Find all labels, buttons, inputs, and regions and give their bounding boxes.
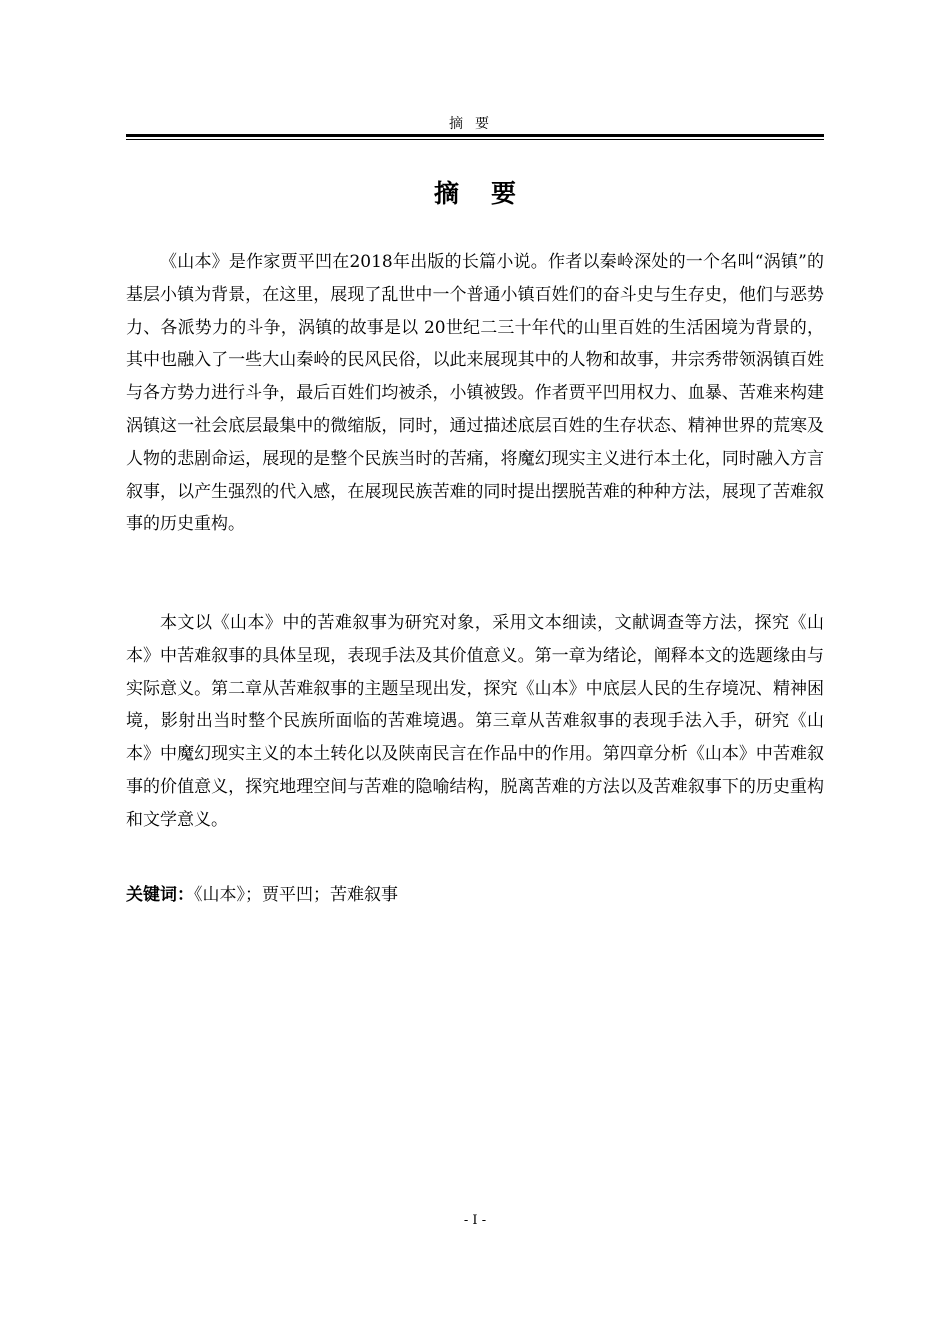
header-rule-thin [126,139,824,140]
keywords-line [126,879,824,911]
keywords-value: 《山本》；贾平凹；苦难叙事 [194,885,398,905]
abstract-paragraph-2: 本文以《山本》中的苦难叙事为研究对象，采用文本细读，文献调查等方法，探究《山本》中苦难叙事的具体呈现，表现手法及其价值意义。第一章为绪论，阐释本文的选题缘由与实际意义。第二章从苦难叙事的主题呈现出发，探究《山本》中底层人民的生存境况、精神困境，影射出当时整个民族所面临的苦难境遇。第三章从苦难叙事的表现手法入手，研究《山本》中魔幻现实主义的本土转化以及陕南民言在作品中的作用。第四章分析《山本》中苦难叙事的价值意义，探究地理空间与苦难的隐喻结构，脱离苦难的方法以及苦难叙事下的历史重构和文学意义。 [126,613,824,830]
header-rule-thick [126,134,824,137]
abstract-paragraph-1: 《山本》是作家贾平凹在2018年出版的长篇小说。作者以秦岭深处的一个名叫“涡镇”的基层小镇为背景，在这里，展现了乱世中一个普通小镇百姓们的奋斗史与生存史，他们与恶势力、各派势力的斗争，涡镇的故事是以 20世纪二三十年代的山里百姓的生活困境为背景的，其中也融入了一些大山秦岭的民风民俗，以此来展现其中的人物和故事，井宗秀带领涡镇百姓与各方势力进行斗争，最后百姓们均被杀，小镇被毁。作者贾平凹用权力、血暴、苦难来构建涡镇这一社会底层最集中的微缩版，同时，通过描述底层百姓的生存状态、精神世界的荒寒及人物的悲剧命运，展现的是整个民族当时的苦痛，将魔幻现实主义进行本土化，同时融入方言叙事，以产生强烈的代入感，在展现民族苦难的同时提出摆脱苦难的种种方法，展现了苦难叙事的历史重构。 [126,252,824,535]
keywords-label: 关键词： [126,885,194,905]
running-header: 摘要 [449,116,501,132]
page-number: - I - [463,1213,487,1228]
page-title: 摘要 [433,179,548,208]
